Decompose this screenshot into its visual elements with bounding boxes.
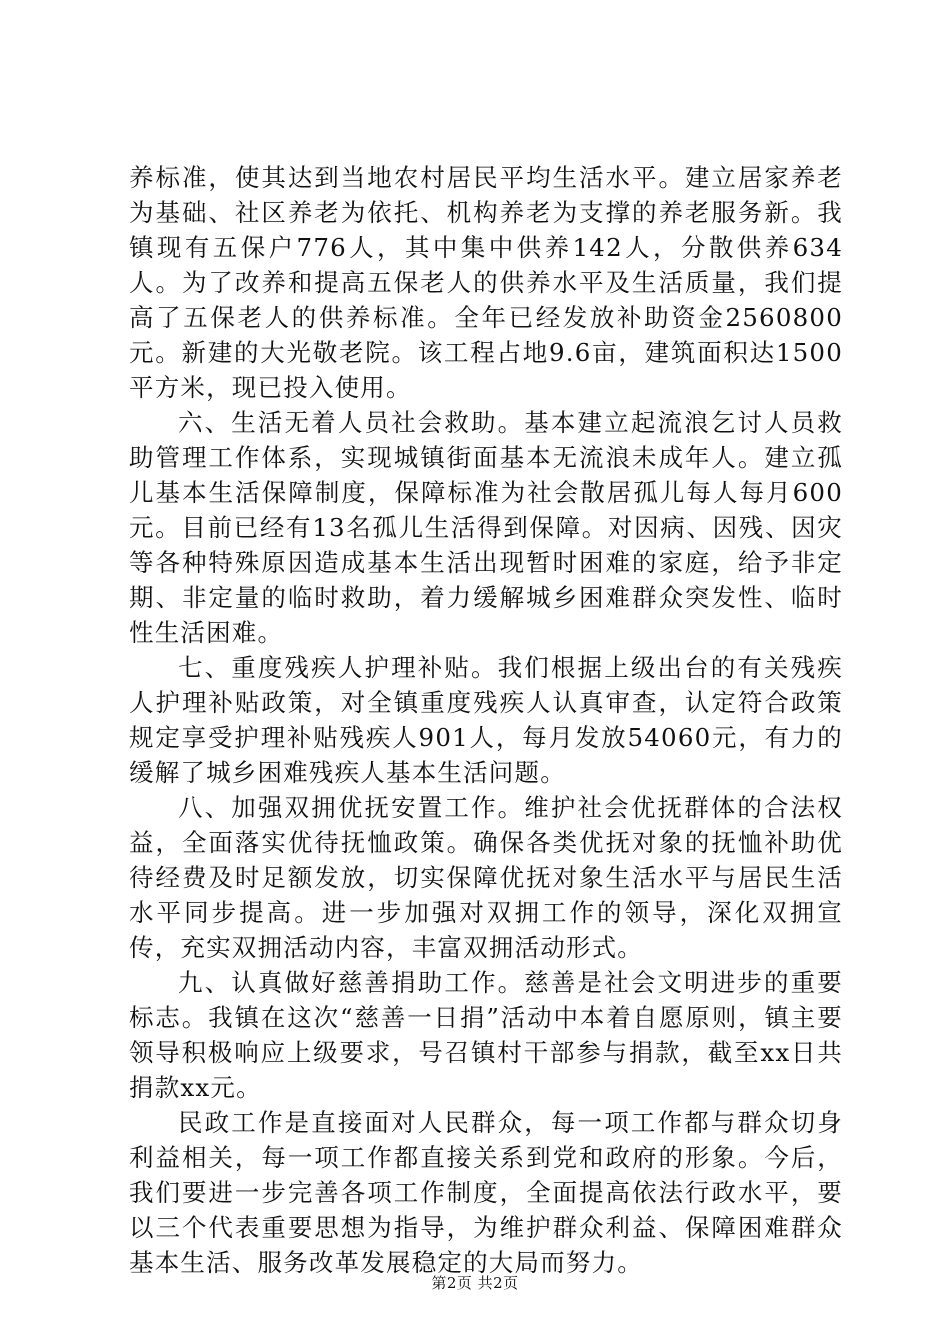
paragraph-section-9: 九、认真做好慈善捐助工作。慈善是社会文明进步的重要标志。我镇在这次“慈善一日捐”活动中本着自愿原则，镇主要领导积极响应上级要求，号召镇村干部参与捐款，截至xx日共捐款xx元。 — [129, 968, 843, 1102]
paragraph-section-6: 六、生活无着人员社会救助。基本建立起流浪乞讨人员救助管理工作体系，实现城镇街面基本无流浪未成年人。建立孤儿基本生活保障制度，保障标准为社会散居孤儿每人每月600元。目前已经有13名孤儿生活得到保障。对因病、因残、因灾等各种特殊原因造成基本生活出现暂时困难的家庭，给予非定期、非定量的临时救助，着力缓解城乡困难群众突发性、临时性生活困难。 — [129, 408, 843, 647]
page-number-footer: 第2页 共2页 — [431, 1274, 519, 1292]
paragraph-continuation: 养标准，使其达到当地农村居民平均生活水平。建立居家养老为基础、社区养老为依托、机构养老为支撑的养老服务新。我镇现有五保户776人，其中集中供养142人，分散供养634人。为了改养和提高五保老人的供养水平及生活质量，我们提高了五保老人的供养标准。全年已经发放补助资金2560800元。新建的大光敬老院。该工程占地9.6亩，建筑面积达1500平方米，现已投入使用。 — [129, 163, 843, 402]
paragraph-section-7: 七、重度残疾人护理补贴。我们根据上级出台的有关残疾人护理补贴政策，对全镇重度残疾人认真审查，认定符合政策规定享受护理补贴残疾人901人，每月发放54060元，有力的缓解了城乡困难残疾人基本生活问题。 — [129, 653, 843, 787]
document-body — [129, 160, 843, 1280]
paragraph-conclusion: 民政工作是直接面对人民群众，每一项工作都与群众切身利益相关，每一项工作都直接关系到党和政府的形象。今后，我们要进一步完善各项工作制度，全面提高依法行政水平，要以三个代表重要思想为指导，为维护群众利益、保障困难群众基本生活、服务改革发展稳定的大局而努力。 — [129, 1108, 843, 1277]
paragraph-section-8: 八、加强双拥优抚安置工作。维护社会优抚群体的合法权益，全面落实优待抚恤政策。确保各类优抚对象的抚恤补助优待经费及时足额发放，切实保障优抚对象生活水平与居民生活水平同步提高。进一步加强对双拥工作的领导，深化双拥宣传，充实双拥活动内容，丰富双拥活动形式。 — [129, 793, 843, 962]
